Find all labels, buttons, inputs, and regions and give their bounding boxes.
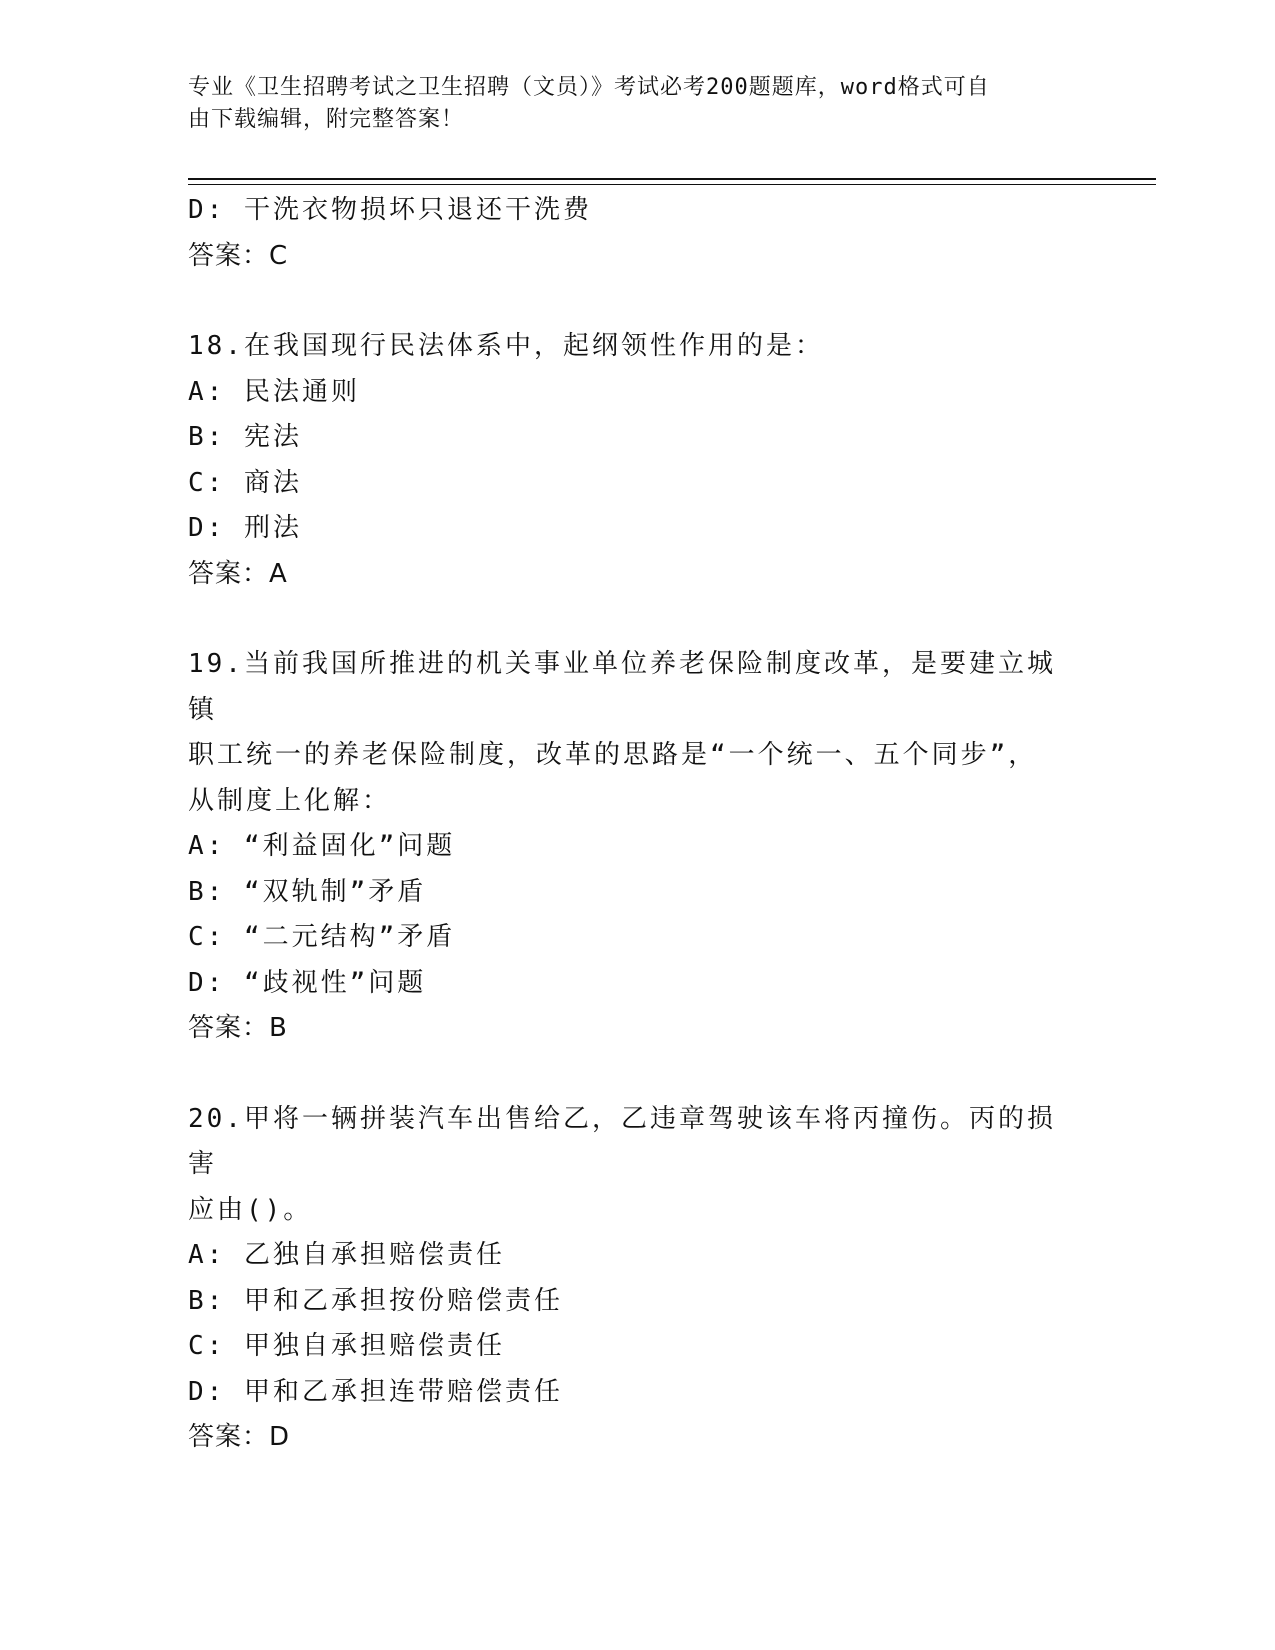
option-d: D: 甲和乙承担连带赔偿责任: [188, 1376, 563, 1407]
answer-line: 答案：B: [188, 1013, 288, 1043]
question-stem-line-1: 20.甲将一辆拼装汽车出售给乙，乙违章驾驶该车将丙撞伤。丙的损害: [188, 1103, 1056, 1179]
question-stem-line-1: 19.当前我国所推进的机关事业单位养老保险制度改革，是要建立城镇: [188, 649, 1056, 725]
header-rule-thin: [188, 184, 1156, 185]
option-d: D: 干洗衣物损坏只退还干洗费: [188, 195, 592, 225]
question-content: [188, 188, 1088, 1461]
option-b: B: 宪法: [188, 422, 302, 452]
option-b: B: 甲和乙承担按份赔偿责任: [188, 1285, 563, 1316]
question-stem-line-3: 从制度上化解：: [188, 785, 392, 816]
option-a: A: 民法通则: [188, 376, 360, 407]
option-d: D: “歧视性”问题: [188, 967, 427, 998]
header-line-2: 由下载编辑，附完整答案！: [188, 107, 465, 132]
answer-line: 答案：A: [188, 558, 288, 589]
answer-line: 答案：C: [188, 240, 289, 271]
question-stem-line-2: 应由()。: [188, 1194, 313, 1225]
document-header: [188, 72, 1068, 136]
option-c: C: “二元结构”矛盾: [188, 922, 456, 952]
question-stem: 18.在我国现行民法体系中，起纲领性作用的是：: [188, 331, 824, 361]
option-d: D: 刑法: [188, 513, 302, 543]
previous-question-tail: [188, 188, 1088, 279]
question-18: [188, 324, 1088, 597]
header-rule-thick: [188, 178, 1156, 180]
question-20: [188, 1097, 1088, 1461]
question-19: [188, 642, 1088, 1052]
option-c: C: 甲独自承担赔偿责任: [188, 1331, 505, 1361]
answer-line: 答案：D: [188, 1422, 291, 1452]
option-a: A: “利益固化”问题: [188, 831, 456, 861]
question-stem-line-2: 职工统一的养老保险制度，改革的思路是“一个统一、五个同步”，: [188, 740, 1038, 770]
header-line-1: 专业《卫生招聘考试之卫生招聘（文员）》考试必考200题题库，word格式可自: [188, 75, 990, 100]
option-c: C: 商法: [188, 467, 302, 498]
option-b: B: “双轨制”矛盾: [188, 876, 427, 907]
option-a: A: 乙独自承担赔偿责任: [188, 1240, 505, 1270]
